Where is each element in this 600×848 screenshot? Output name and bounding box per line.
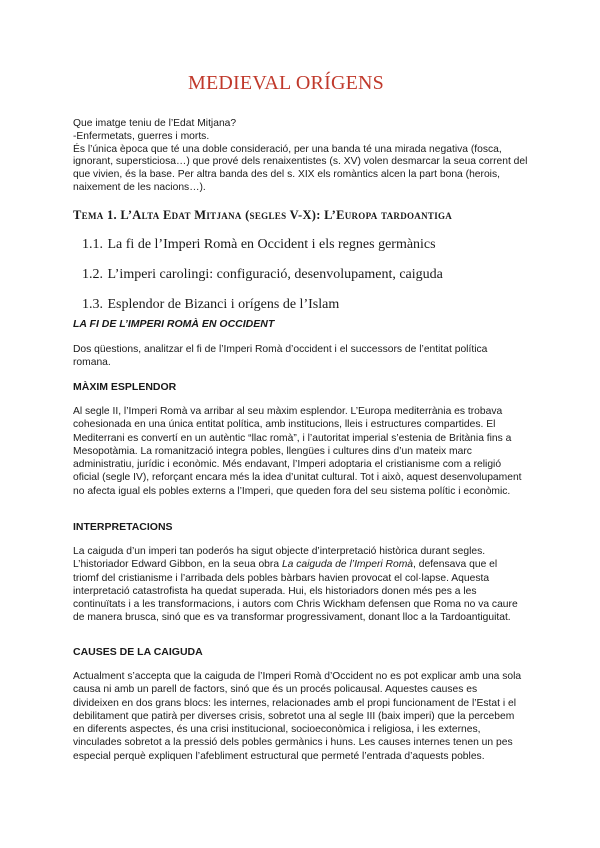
section-heading-fi-imperi: LA FI DE L’IMPERI ROMÀ EN OCCIDENT <box>73 318 275 330</box>
toc-number: 1.1. <box>82 237 103 252</box>
intro-question: Que imatge teniu de l’Edat Mitjana? <box>73 118 237 129</box>
section-text-fi-imperi: Dos qüestions, analitzar el fi de l’Imperi Romà d’occident i el successors de l’entitat política romana. <box>73 344 488 369</box>
toc-text: L’imperi carolingi: configuració, desenvolupament, caiguda <box>107 267 443 282</box>
section-text-interpretacions <box>73 545 523 625</box>
section-text-maxim: Al segle II, l’Imperi Romà va arribar al seu màxim esplendor. L’Europa mediterrània es trobava cohesionada en una única entitat política, amb institucions, lleis i estructures compartides. El Mediterrani es convertí en un autèntic “llac romà”, i l’autoritat imperial s’estenia de Britània fins a Mesopotàmia. La romanització integra pobles, llengües i cultures dins d’un mateix marc administratiu, jurídic i econòmic. Més endavant, l’Imperi adoptaria el cristianisme com a religió oficial (segle IV), reforçant encara més la idea d’unitat cultural. Tot i això, aquest desenvolupament no afecta igual els pobles externs a l’Imperi, que queden fora del seu sistema polític i econòmic. <box>73 406 522 497</box>
document-title: MEDIEVAL ORÍGENS <box>188 72 384 94</box>
section-heading-maxim: MÀXIM ESPLENDOR <box>73 381 177 393</box>
toc-text: Esplendor de Bizanci i orígens de l’Islam <box>107 297 340 312</box>
toc-item <box>82 260 443 290</box>
toc-number: 1.2. <box>82 267 103 282</box>
intro-paragraph: És l’única època que té una doble consideració, per una banda té una mirada negativa (fosca, ignorant, supersticiosa…) que prové dels renaixentistes (s. XV) volen desmarcar la seua corrent del que vivien, és la base. Per altra banda des del s. XIX els romàntics alcen la part bona (herois, naixement de les nacions…). <box>73 143 528 193</box>
interp-text-before: La caiguda d’un imperi tan poderós ha sigut objecte d’interpretació històrica durant segles. L’historiador Edward Gibbon, en la seua obra <box>73 546 486 571</box>
section-heading-interpretacions: INTERPRETACIONS <box>73 521 173 533</box>
interp-text-after: , defensava que el triomf del cristianisme i l’arribada dels pobles bàrbars havien provocat el col·lapse. Aquesta interpretació catastrofista ha quedat superada. Hui, els historiadors donen més pes a les continuïtats i a les transformacions, i autors com Chris Wickham defensen que Roma no va caure de manera brusca, sinó que es va transformar progressivament, donant lloc a la Tardoantiguitat. <box>73 559 518 624</box>
toc-number: 1.3. <box>82 297 103 312</box>
toc-item <box>82 230 443 260</box>
section-heading-causes: CAUSES DE LA CAIGUDA <box>73 646 203 658</box>
table-of-contents <box>82 230 443 320</box>
intro-block <box>73 118 533 195</box>
book-title: La caiguda de l’Imperi Romà <box>281 559 414 571</box>
tema-heading: Tema 1. L’Alta Edat Mitjana (segles V-X): L’Europa tardoantiga <box>73 208 453 222</box>
toc-text: La fi de l’Imperi Romà en Occident i els regnes germànics <box>107 237 436 252</box>
toc-item <box>82 290 443 320</box>
intro-answer: -Enfermetats, guerres i morts. <box>73 130 210 142</box>
section-text-causes: Actualment s’accepta que la caiguda de l’Imperi Romà d’Occident no es pot explicar amb una sola causa ni amb un parell de factors, sinó que és un procés policausal. Aquestes causes es divideixen en dos grans blocs: les internes, relacionades amb el propi funcionament de l’Estat i el debilitament que patirà per diverses crisis, sobretot una al segle III (baix imperi) que la percebem en diferents aspectes, és una crisi institucional, socioeconòmica i religiosa, i les externes, vinculades sobretot a la pressió dels pobles germànics i huns. Les causes internes tenen un pes especial perquè expliquen l’afebliment estructural que permeté l’entrada d’aquests pobles. <box>73 671 522 762</box>
